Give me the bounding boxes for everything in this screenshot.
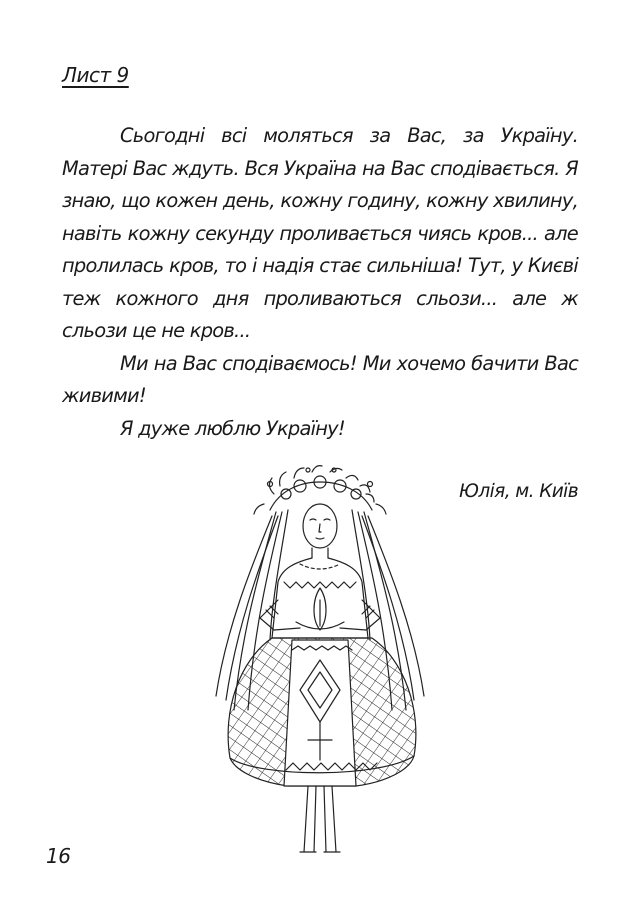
face-icon (303, 504, 337, 558)
skirt-icon (200, 630, 440, 800)
letter-paragraph-3: Я дуже люблю Україну! (120, 416, 345, 440)
wreath-icon (254, 466, 386, 514)
candle-icon (314, 588, 326, 630)
page-number: 16 (46, 844, 71, 868)
page-title: Лист 9 (62, 63, 129, 87)
letter-paragraph-1: Сьогодні всі моляться за Вас, за Україну. Матері Вас ждуть. Вся Україна на Вас сподівається. Я знаю, що кожен день, кожну годину, кожну хвилину, навіть кожну секунду проливається чиясь кров... але пролилась кров, то і надія стає сильніша! Тут, у Києві теж кожного дня проливаються сльози... але ж сльози це не кров... (62, 124, 578, 342)
legs-icon (300, 786, 340, 852)
girl-illustration-icon (200, 460, 440, 860)
letter-body (62, 120, 578, 445)
letter-paragraph-2: Ми на Вас сподіваємось! Ми хочемо бачити Вас живими! (62, 351, 578, 407)
signature: Юлія, м. Київ (459, 481, 578, 502)
